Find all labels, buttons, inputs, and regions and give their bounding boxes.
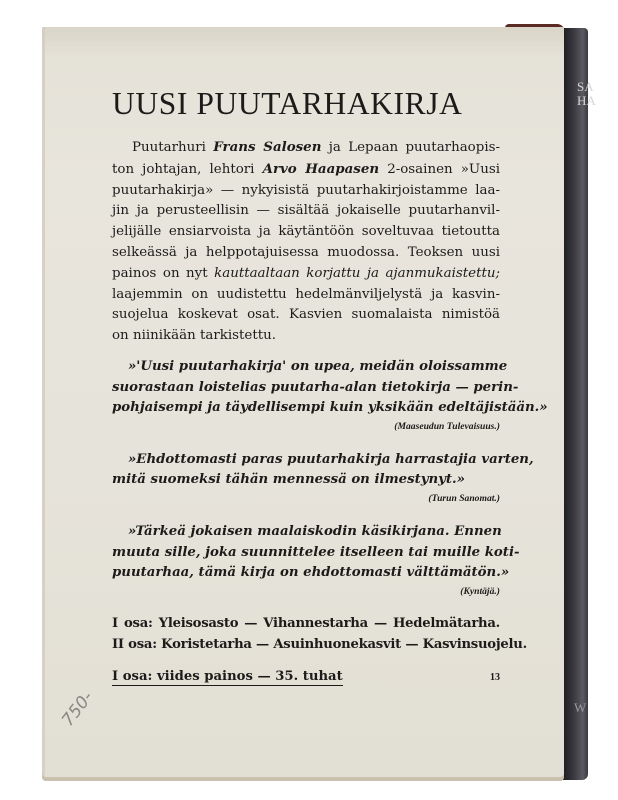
intro-line: jelijälle ensiarvoista ja käytäntöön soveltuvaa tietoutta — [112, 224, 500, 240]
intro-line: ton johtajan, lehtori Arvo Haapasen 2-osainen »Uusi — [112, 160, 500, 177]
intro-line: painos on nyt kauttaaltaan korjattu ja ajanmukaistettu; — [112, 265, 500, 281]
edition-note: I osa: viides painos — 35. tuhat — [112, 668, 343, 684]
jacket-text — [112, 84, 548, 686]
intro-line: selkeässä ja helppotajuisessa muodossa. Teoksen uusi — [112, 244, 500, 260]
volume-contents — [112, 613, 527, 655]
page-number: 13 — [490, 671, 500, 683]
intro-line: jin ja perusteellisin — sisältää jokaiselle puutarhanvil- — [112, 203, 500, 219]
review-line: muuta sille, joka suunnittelee itselleen tai muille koti- — [112, 544, 520, 560]
intro-paragraph — [112, 137, 500, 347]
review-line: suorastaan loistelias puutarha-alan tietokirja — perin- — [112, 379, 519, 395]
intro-line: Puutarhuri Frans Salosen ja Lepaan puutarhaopis- — [132, 139, 500, 155]
intro-line: puutarhakirja» — nykyisistä puutarhakirjoistamme laa- — [112, 182, 500, 198]
book-spine — [562, 28, 588, 780]
intro-line: suojelua koskevat osat. Kasvien suomalaista nimistöä — [112, 307, 500, 323]
reviews — [112, 357, 548, 599]
review-quote — [112, 357, 548, 434]
review-quote — [112, 522, 520, 599]
jacket-footer — [112, 669, 500, 686]
review-line: puutarhaa, tämä kirja on ehdottomasti välttämätön.» — [112, 565, 510, 581]
part-1: I osa: Yleisosasto — Vihannestarha — Hedelmätarha. — [112, 615, 500, 631]
book-title: UUSI PUUTARHAKIRJA — [112, 86, 463, 121]
spine-title — [577, 80, 596, 108]
review-source: (Turun Sanomat.) — [428, 492, 500, 504]
spine-bottom-letter: W — [574, 700, 587, 715]
review-line: »Tärkeä jokaisen maalaiskodin käsikirjana. Ennen — [128, 523, 502, 539]
spine-letters-line-2: HA — [577, 93, 596, 108]
review-line: »'Uusi puutarhakirja' on upea, meidän oloissamme — [128, 358, 508, 374]
review-source: (Maaseudun Tulevaisuus.) — [394, 420, 500, 432]
review-line: pohjaisempi ja täydellisempi kuin yksikään edeltäjistään.» — [112, 400, 548, 416]
pencil-price-mark: 750- — [58, 687, 98, 731]
review-source: (Kyntäjä.) — [460, 585, 500, 597]
jacket-fold-shadow — [42, 27, 564, 57]
review-line: mitä suomeksi tähän mennessä on ilmestynyt.» — [112, 472, 465, 488]
spine-letters-line-1: SA — [577, 79, 594, 94]
intro-line: on niinikään tarkistettu. — [112, 328, 276, 344]
part-2: II osa: Koristetarha — Asuinhuonekasvit — Kasvinsuojelu. — [112, 636, 527, 652]
review-line: »Ehdottomasti paras puutarhakirja harrastajia varten, — [128, 451, 534, 467]
intro-line: laajemmin on uudistettu hedelmänviljelystä ja kasvin- — [112, 286, 500, 302]
review-quote — [112, 450, 534, 506]
